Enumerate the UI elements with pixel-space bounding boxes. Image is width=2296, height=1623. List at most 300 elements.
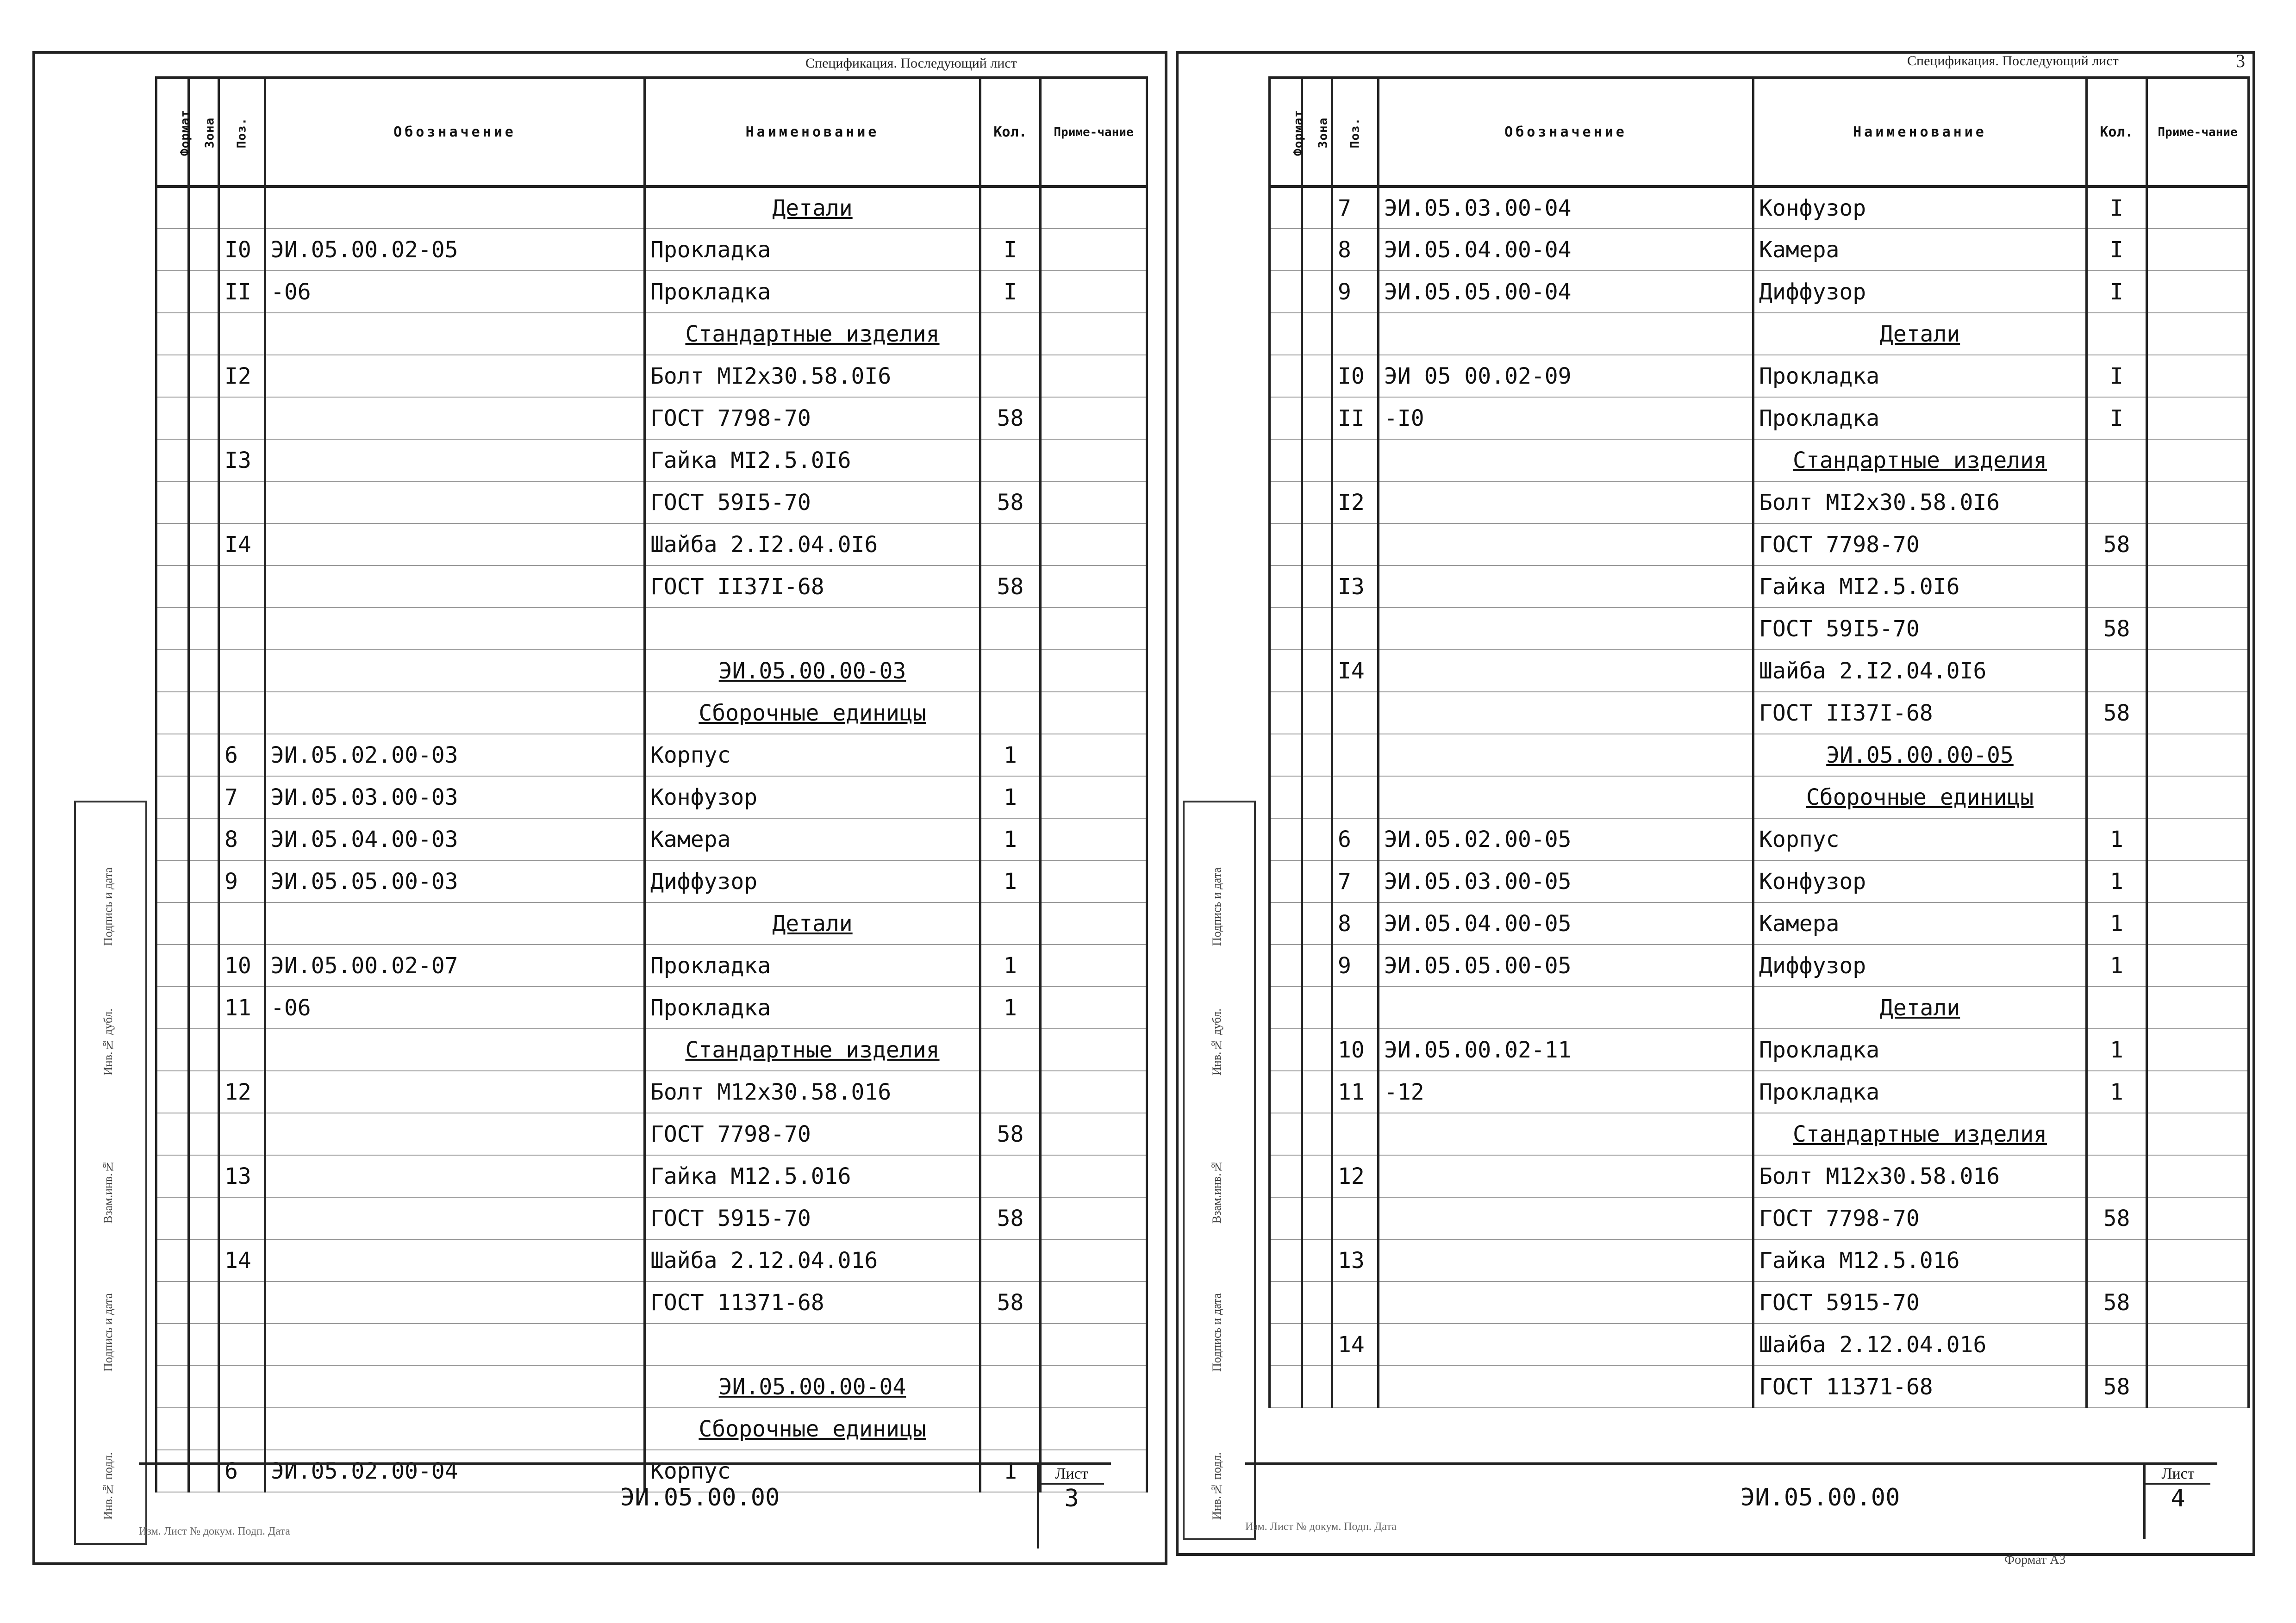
table-row: [156, 1113, 1147, 1155]
cell-zone: [189, 355, 219, 397]
table-row: [156, 692, 1147, 734]
cell-designation: -06: [265, 271, 645, 313]
cell-name: Гайка MI2.5.0I6: [1753, 566, 2087, 608]
cell-qty: 1: [2087, 945, 2147, 987]
cell-qty: [2087, 439, 2147, 481]
cell-designation: ЭИ.05.04.00-03: [265, 818, 645, 860]
table-row: [156, 1239, 1147, 1281]
table-row: [1270, 608, 2249, 650]
cell-zone: [189, 523, 219, 566]
cell-zone: [189, 481, 219, 523]
cell-designation: [1379, 1281, 1753, 1324]
cell-designation: ЭИ.05.00.02-07: [265, 945, 645, 987]
cell-note: [2147, 650, 2249, 692]
cell-zone: [1302, 650, 1332, 692]
cell-qty: I: [2087, 355, 2147, 397]
cell-note: [1041, 523, 1147, 566]
cell-name: Шайба 2.12.04.016: [645, 1239, 980, 1281]
cell-format: [156, 229, 189, 271]
cell-format: [1270, 945, 1302, 987]
cell-name: Прокладка: [1753, 1071, 2087, 1113]
cell-qty: 1: [2087, 860, 2147, 902]
table-row: [1270, 987, 2249, 1029]
cell-qty: [980, 650, 1041, 692]
col-note: Приме-чание: [1041, 78, 1147, 187]
cell-note: [1041, 397, 1147, 439]
table-row: [156, 608, 1147, 650]
right-side-stamp: [1183, 801, 1256, 1540]
table-row: [1270, 1155, 2249, 1197]
col-qty: Кол.: [2087, 78, 2147, 187]
cell-note: [1041, 1071, 1147, 1113]
cell-designation: [1379, 1366, 1753, 1408]
cell-zone: [189, 902, 219, 945]
table-row: [156, 355, 1147, 397]
cell-note: [1041, 776, 1147, 818]
cell-designation: [265, 566, 645, 608]
cell-designation: ЭИ 05 00.02-09: [1379, 355, 1753, 397]
table-row: [156, 860, 1147, 902]
cell-note: [2147, 1366, 2249, 1408]
cell-qty: [980, 355, 1041, 397]
cell-qty: 1: [980, 860, 1041, 902]
cell-zone: [1302, 945, 1332, 987]
col-qty: Кол.: [980, 78, 1041, 187]
right-corner-number: 3: [2236, 50, 2245, 71]
cell-qty: [980, 1366, 1041, 1408]
cell-zone: [189, 1155, 219, 1197]
cell-format: [1270, 1113, 1302, 1155]
cell-zone: [189, 818, 219, 860]
cell-designation: [265, 439, 645, 481]
table-row: [156, 439, 1147, 481]
cell-designation: [265, 608, 645, 650]
right-header-text: Спецификация. Последующий лист: [1907, 53, 2119, 68]
cell-pos: [219, 187, 265, 229]
cell-name: ГОСТ 5915-70: [1753, 1281, 2087, 1324]
cell-pos: I3: [1332, 566, 1379, 608]
cell-pos: [1332, 523, 1379, 566]
cell-pos: 6: [219, 734, 265, 776]
cell-pos: I4: [219, 523, 265, 566]
left-spec-body: [156, 187, 1147, 1492]
cell-name: ГОСТ II37I-68: [645, 566, 980, 608]
cell-note: [1041, 987, 1147, 1029]
cell-pos: [219, 902, 265, 945]
cell-pos: I4: [1332, 650, 1379, 692]
cell-designation: [265, 1029, 645, 1071]
table-row: [1270, 1197, 2249, 1239]
cell-designation: [1379, 481, 1753, 523]
cell-note: [2147, 734, 2249, 776]
cell-pos: [1332, 1281, 1379, 1324]
cell-note: [2147, 692, 2249, 734]
cell-note: [1041, 1324, 1147, 1366]
cell-pos: [219, 1197, 265, 1239]
cell-name: Прокладка: [645, 229, 980, 271]
cell-pos: 9: [219, 860, 265, 902]
cell-format: [1270, 818, 1302, 860]
cell-zone: [1302, 187, 1332, 229]
cell-designation: ЭИ.05.00.02-05: [265, 229, 645, 271]
cell-note: [2147, 818, 2249, 860]
table-row: [156, 1029, 1147, 1071]
cell-name: Корпус: [645, 1450, 980, 1492]
right-spec-table: [1268, 76, 2250, 1408]
cell-qty: [980, 439, 1041, 481]
cell-zone: [1302, 1324, 1332, 1366]
cell-note: [2147, 355, 2249, 397]
cell-designation: -06: [265, 987, 645, 1029]
cell-format: [156, 439, 189, 481]
cell-qty: [2087, 1324, 2147, 1366]
cell-qty: 1: [980, 1450, 1041, 1492]
cell-designation: [265, 355, 645, 397]
cell-zone: [1302, 355, 1332, 397]
cell-format: [1270, 1324, 1302, 1366]
cell-designation: [265, 692, 645, 734]
table-row: [156, 271, 1147, 313]
left-side-stamp: [74, 801, 147, 1545]
cell-zone: [189, 1366, 219, 1408]
stamp-label: Подпись и дата: [101, 867, 115, 946]
cell-zone: [1302, 1071, 1332, 1113]
cell-pos: [1332, 734, 1379, 776]
cell-format: [1270, 902, 1302, 945]
table-row: [1270, 945, 2249, 987]
cell-format: [1270, 1071, 1302, 1113]
cell-qty: 58: [980, 1197, 1041, 1239]
cell-note: [1041, 1366, 1147, 1408]
table-row: [156, 902, 1147, 945]
cell-qty: [980, 313, 1041, 355]
cell-designation: [1379, 1239, 1753, 1281]
cell-format: [1270, 1029, 1302, 1071]
cell-format: [1270, 987, 1302, 1029]
cell-format: [1270, 692, 1302, 734]
table-row: [156, 945, 1147, 987]
cell-qty: [980, 187, 1041, 229]
cell-note: [2147, 1239, 2249, 1281]
cell-designation: ЭИ.05.00.02-11: [1379, 1029, 1753, 1071]
col-name: Наименование: [1753, 78, 2087, 187]
stamp-label: Инв.№ подл.: [101, 1452, 115, 1520]
cell-name: Конфузор: [1753, 187, 2087, 229]
cell-format: [1270, 313, 1302, 355]
col-designation: Обозначение: [265, 78, 645, 187]
cell-format: [156, 1071, 189, 1113]
cell-note: [1041, 566, 1147, 608]
cell-zone: [1302, 1029, 1332, 1071]
cell-format: [156, 1408, 189, 1450]
cell-format: [1270, 523, 1302, 566]
cell-name: Болт M12x30.58.016: [1753, 1155, 2087, 1197]
cell-note: [2147, 187, 2249, 229]
cell-pos: I2: [219, 355, 265, 397]
stamp-label: Инв.№ дубл.: [101, 1008, 115, 1076]
cell-name: Стандартные изделия: [645, 1029, 980, 1071]
sheet-number: 3: [1064, 1485, 1079, 1512]
cell-qty: 58: [980, 481, 1041, 523]
cell-zone: [1302, 397, 1332, 439]
table-row: [156, 523, 1147, 566]
cell-designation: -I0: [1379, 397, 1753, 439]
cell-format: [1270, 271, 1302, 313]
table-row: [1270, 313, 2249, 355]
cell-pos: I0: [1332, 355, 1379, 397]
cell-note: [1041, 439, 1147, 481]
cell-pos: [1332, 439, 1379, 481]
stamp-label: Инв.№ подл.: [1210, 1452, 1223, 1520]
cell-qty: I: [2087, 271, 2147, 313]
cell-pos: 13: [1332, 1239, 1379, 1281]
cell-pos: [219, 650, 265, 692]
cell-qty: [980, 523, 1041, 566]
table-row: [156, 650, 1147, 692]
cell-format: [1270, 650, 1302, 692]
cell-pos: I3: [219, 439, 265, 481]
cell-qty: I: [980, 229, 1041, 271]
cell-qty: [2087, 481, 2147, 523]
cell-name: Диффузор: [1753, 271, 2087, 313]
cell-qty: 58: [2087, 608, 2147, 650]
cell-note: [1041, 1408, 1147, 1450]
table-row: [1270, 902, 2249, 945]
cell-name: [645, 608, 980, 650]
cell-designation: [265, 1155, 645, 1197]
left-header-text: Спецификация. Последующий лист: [805, 56, 1017, 71]
cell-qty: [980, 1239, 1041, 1281]
table-row: [1270, 523, 2249, 566]
cell-pos: 12: [219, 1071, 265, 1113]
cell-zone: [1302, 523, 1332, 566]
cell-format: [156, 566, 189, 608]
cell-qty: 1: [980, 818, 1041, 860]
cell-format: [156, 355, 189, 397]
cell-designation: [1379, 987, 1753, 1029]
cell-pos: 14: [1332, 1324, 1379, 1366]
cell-pos: [1332, 1113, 1379, 1155]
cell-pos: 8: [219, 818, 265, 860]
cell-qty: 1: [980, 987, 1041, 1029]
cell-name: Стандартные изделия: [645, 313, 980, 355]
cell-note: [2147, 1197, 2249, 1239]
cell-format: [156, 271, 189, 313]
cell-pos: 6: [1332, 818, 1379, 860]
cell-format: [1270, 355, 1302, 397]
table-row: [1270, 481, 2249, 523]
col-note: Приме-чание: [2147, 78, 2249, 187]
cell-designation: [265, 1113, 645, 1155]
cell-format: [1270, 439, 1302, 481]
cell-zone: [1302, 271, 1332, 313]
stamp-label: Подпись и дата: [1210, 1293, 1223, 1372]
cell-name: ЭИ.05.00.00-04: [645, 1366, 980, 1408]
cell-format: [1270, 481, 1302, 523]
cell-pos: I2: [1332, 481, 1379, 523]
cell-format: [156, 945, 189, 987]
cell-pos: [1332, 692, 1379, 734]
cell-pos: [219, 1029, 265, 1071]
cell-note: [1041, 692, 1147, 734]
cell-name: Стандартные изделия: [1753, 439, 2087, 481]
stamp-label: Подпись и дата: [101, 1293, 115, 1372]
cell-note: [1041, 271, 1147, 313]
cell-zone: [189, 776, 219, 818]
cell-zone: [189, 229, 219, 271]
table-row: [1270, 1239, 2249, 1281]
cell-zone: [1302, 860, 1332, 902]
table-row: [1270, 734, 2249, 776]
cell-note: [1041, 818, 1147, 860]
table-row: [1270, 1281, 2249, 1324]
cell-note: [2147, 397, 2249, 439]
cell-note: [2147, 481, 2249, 523]
cell-pos: 10: [219, 945, 265, 987]
cell-zone: [1302, 734, 1332, 776]
cell-designation: ЭИ.05.03.00-05: [1379, 860, 1753, 902]
left-title-block: [139, 1462, 1111, 1553]
cell-name: ЭИ.05.00.00-05: [1753, 734, 2087, 776]
cell-format: [1270, 229, 1302, 271]
cell-name: ГОСТ 59I5-70: [645, 481, 980, 523]
cell-pos: 7: [1332, 860, 1379, 902]
cell-designation: [265, 1239, 645, 1281]
table-row: [1270, 1113, 2249, 1155]
cell-designation: [265, 397, 645, 439]
cell-designation: [1379, 523, 1753, 566]
cell-format: [156, 818, 189, 860]
cell-qty: 1: [980, 945, 1041, 987]
cell-qty: [2087, 1155, 2147, 1197]
cell-name: ГОСТ 7798-70: [1753, 523, 2087, 566]
cell-designation: [265, 1366, 645, 1408]
cell-designation: -12: [1379, 1071, 1753, 1113]
cell-name: Корпус: [645, 734, 980, 776]
col-format: Формат: [1270, 78, 1302, 187]
cell-format: [1270, 566, 1302, 608]
cell-pos: [219, 1113, 265, 1155]
cell-name: [645, 1324, 980, 1366]
cell-qty: 58: [2087, 1197, 2147, 1239]
cell-note: [1041, 313, 1147, 355]
table-row: [1270, 355, 2249, 397]
cell-format: [156, 1324, 189, 1366]
cell-format: [156, 481, 189, 523]
table-row: [1270, 1071, 2249, 1113]
cell-zone: [189, 1197, 219, 1239]
cell-name: ГОСТ 11371-68: [1753, 1366, 2087, 1408]
cell-qty: 58: [2087, 1281, 2147, 1324]
table-row: [156, 1324, 1147, 1366]
cell-designation: ЭИ.05.03.00-04: [1379, 187, 1753, 229]
cell-note: [1041, 1029, 1147, 1071]
cell-name: Шайба 2.12.04.016: [1753, 1324, 2087, 1366]
cell-qty: 58: [2087, 523, 2147, 566]
cell-note: [1041, 650, 1147, 692]
cell-name: Стандартные изделия: [1753, 1113, 2087, 1155]
cell-pos: [1332, 776, 1379, 818]
cell-format: [156, 397, 189, 439]
cell-format: [156, 608, 189, 650]
cell-format: [1270, 776, 1302, 818]
table-row: [156, 776, 1147, 818]
cell-designation: [265, 1324, 645, 1366]
cell-name: Детали: [645, 902, 980, 945]
cell-pos: [1332, 987, 1379, 1029]
cell-note: [2147, 523, 2249, 566]
cell-format: [156, 1155, 189, 1197]
cell-note: [1041, 902, 1147, 945]
cell-pos: [1332, 1366, 1379, 1408]
table-row: [156, 397, 1147, 439]
cell-designation: ЭИ.05.02.00-04: [265, 1450, 645, 1492]
cell-name: Камера: [1753, 229, 2087, 271]
cell-designation: [1379, 1197, 1753, 1239]
cell-qty: 1: [2087, 902, 2147, 945]
cell-name: Сборочные единицы: [645, 692, 980, 734]
cell-pos: [219, 608, 265, 650]
cell-note: [2147, 313, 2249, 355]
cell-zone: [1302, 1155, 1332, 1197]
cell-designation: [1379, 566, 1753, 608]
col-format: Формат: [156, 78, 189, 187]
cell-qty: [2087, 1239, 2147, 1281]
cell-format: [1270, 1239, 1302, 1281]
cell-note: [1041, 481, 1147, 523]
cell-zone: [1302, 818, 1332, 860]
cell-pos: 8: [1332, 229, 1379, 271]
cell-pos: 14: [219, 1239, 265, 1281]
col-designation: Обозначение: [1379, 78, 1753, 187]
cell-pos: [219, 397, 265, 439]
table-row: [156, 1408, 1147, 1450]
cell-designation: ЭИ.05.04.00-05: [1379, 902, 1753, 945]
left-title-block-cols: Изм. Лист № докум. Подп. Дата: [139, 1525, 290, 1537]
cell-zone: [189, 187, 219, 229]
cell-qty: 1: [2087, 1071, 2147, 1113]
cell-zone: [1302, 692, 1332, 734]
cell-format: [1270, 187, 1302, 229]
cell-format: [1270, 1197, 1302, 1239]
cell-name: Детали: [1753, 313, 2087, 355]
table-row: [1270, 1366, 2249, 1408]
cell-zone: [189, 1281, 219, 1324]
cell-note: [2147, 1113, 2249, 1155]
cell-designation: [265, 523, 645, 566]
cell-zone: [1302, 566, 1332, 608]
table-row: [1270, 187, 2249, 229]
stamp-label: Инв.№ дубл.: [1210, 1008, 1223, 1076]
table-row: [1270, 1029, 2249, 1071]
cell-note: [1041, 187, 1147, 229]
cell-zone: [189, 1029, 219, 1071]
cell-note: [2147, 945, 2249, 987]
cell-qty: [980, 1324, 1041, 1366]
cell-name: ГОСТ II37I-68: [1753, 692, 2087, 734]
col-pos: Поз.: [219, 78, 265, 187]
cell-name: ГОСТ 7798-70: [645, 1113, 980, 1155]
cell-zone: [1302, 608, 1332, 650]
cell-pos: 10: [1332, 1029, 1379, 1071]
cell-name: Детали: [1753, 987, 2087, 1029]
cell-format: [156, 776, 189, 818]
cell-name: Детали: [645, 187, 980, 229]
table-row: [1270, 692, 2249, 734]
cell-format: [156, 187, 189, 229]
sheet-number: 4: [2171, 1485, 2185, 1512]
cell-name: ГОСТ 5915-70: [645, 1197, 980, 1239]
